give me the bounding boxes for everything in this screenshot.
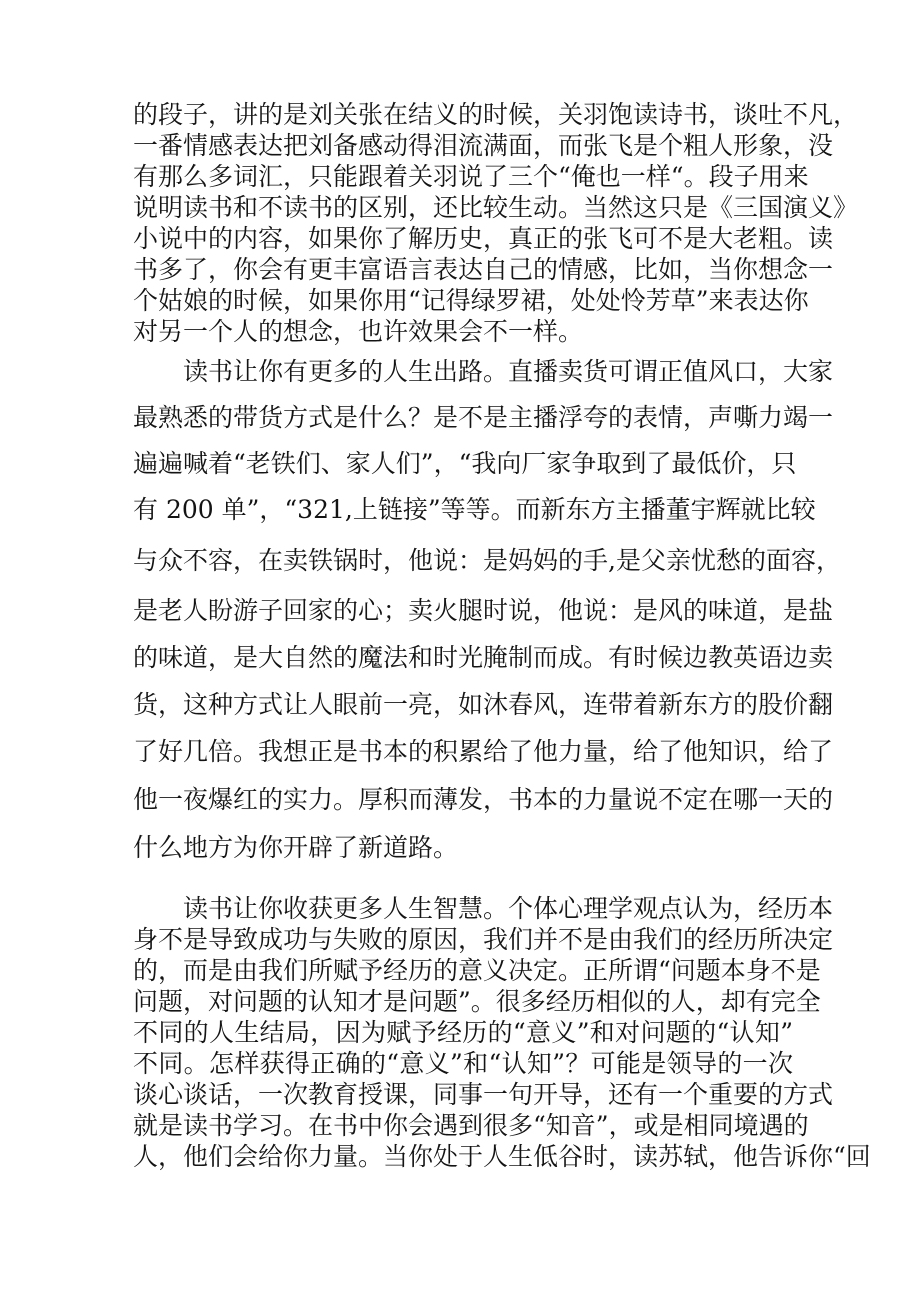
text-line: 读书让你收获更多人生智慧。个体心理学观点认为，经历本 xyxy=(183,894,834,923)
text-line: 他一夜爆红的实力。厚积而薄发，书本的力量说不定在哪一天的 xyxy=(133,785,834,814)
text-line: 人，他们会给你力量。当你处于人生低谷时，读苏轼，他告诉你“回 xyxy=(133,1142,871,1171)
text-line: 有 200 单”，“321,上链接”等等。而新东方主播董宇辉就比较 xyxy=(133,495,816,524)
text-line: 与众不容，在卖铁锅时，他说：是妈妈的手,是父亲忧愁的面容， xyxy=(133,546,841,575)
text-line: 什么地方为你开辟了新道路。 xyxy=(133,833,459,862)
text-line: 不同。怎样获得正确的“意义”和“认知”？可能是领导的一次 xyxy=(133,1049,793,1078)
text-line: 小说中的内容，如果你了解历史，真正的张飞可不是大老粗。读 xyxy=(133,224,834,253)
text-line: 对另一个人的想念，也许效果会不一样。 xyxy=(133,317,584,346)
text-line: 身不是导致成功与失败的原因，我们并不是由我们的经历所决定 xyxy=(133,925,834,954)
text-line: 书多了，你会有更丰富语言表达自己的情感，比如，当你想念一 xyxy=(133,255,834,284)
text-line: 有那么多词汇，只能跟着关羽说了三个“俺也一样“。段子用来 xyxy=(133,162,809,191)
text-line: 谈心谈话，一次教育授课，同事一句开导，还有一个重要的方式 xyxy=(133,1080,834,1109)
text-line: 是老人盼游子回家的心；卖火腿时说，他说：是风的味道，是盐 xyxy=(133,596,834,625)
text-line: 就是读书学习。在书中你会遇到很多“知音”，或是相同境遇的 xyxy=(133,1111,809,1140)
text-line: 的段子，讲的是刘关张在结义的时候，关羽饱读诗书，谈吐不凡， xyxy=(133,100,859,129)
text-line: 读书让你有更多的人生出路。直播卖货可谓正值风口，大家 xyxy=(183,357,834,386)
text-line: 的味道，是大自然的魔法和时光腌制而成。有时候边教英语边卖 xyxy=(133,643,834,672)
text-line: 不同的人生结局，因为赋予经历的“意义”和对问题的“认知” xyxy=(133,1018,793,1047)
text-line: 的，而是由我们所赋予经历的意义决定。正所谓“问题本身不是 xyxy=(133,956,821,985)
text-line: 一番情感表达把刘备感动得泪流满面，而张飞是个粗人形象，没 xyxy=(133,131,834,160)
text-line: 个姑娘的时候，如果你用“记得绿罗裙，处处怜芳草”来表达你 xyxy=(133,286,809,315)
text-line: 说明读书和不读书的区别，还比较生动。当然这只是《三国演义》 xyxy=(133,193,859,222)
text-line: 遍遍喊着“老铁们、家人们”，“我向厂家争取到了最低价，只 xyxy=(133,449,797,478)
text-line: 最熟悉的带货方式是什么？是不是主播浮夸的表情，声嘶力竭一 xyxy=(133,403,834,432)
text-line: 问题，对问题的认知才是问题”。很多经历相似的人，却有完全 xyxy=(133,987,821,1016)
text-line: 了好几倍。我想正是书本的积累给了他力量，给了他知识，给了 xyxy=(133,737,834,766)
text-line: 货，这种方式让人眼前一亮，如沐春风，连带着新东方的股价翻 xyxy=(133,690,834,719)
